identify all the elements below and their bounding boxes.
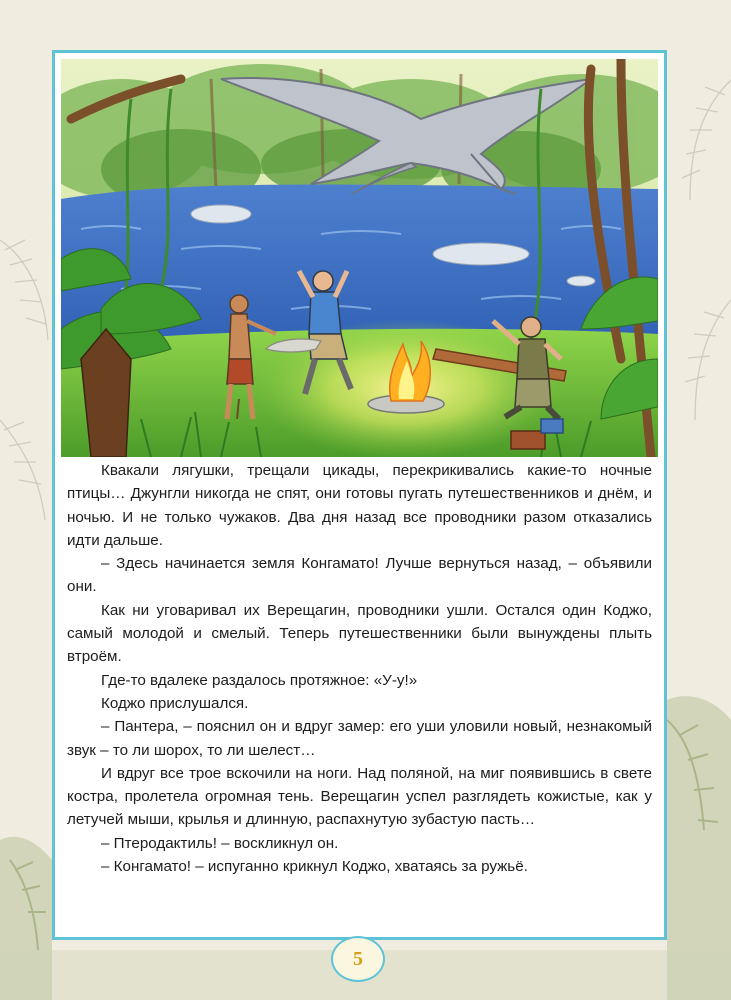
story-paragraph: – Здесь начинается земля Конгамато! Лучше вернуться назад, – объявили они. [67,555,652,596]
story-paragraph: – Конгамато! – испуганно крикнул Коджо, хватаясь за ружьё. [101,858,528,876]
story-paragraph: Квакали лягушки, трещали цикады, перекрикивались какие-то ночные птицы… Джунгли никогда не спят, они готовы пугать путешественников и днём, и ночью. И не только чужаков. Два дня назад все проводники разом отказались идти дальше. [67,462,652,549]
story-paragraph: Как ни уговаривал их Верещагин, проводники ушли. Остался один Коджо, самый молодой и смелый. Теперь путешественники были вынуждены плыть втроём. [67,601,652,666]
page-number: 5 [353,947,363,970]
page-number-badge [331,936,385,982]
story-paragraph: – Птеродактиль! – воскликнул он. [101,834,339,852]
story-text [67,459,652,878]
story-paragraph: И вдруг все трое вскочили на ноги. Над поляной, на миг появившись в свете костра, пролетела огромная тень. Верещагин успел разглядеть кожистые, как у летучей мыши, крылья и длинную, распахнутую зубастую пасть… [67,764,652,829]
story-paragraph: Коджо прислушался. [101,694,249,712]
story-paragraph: Где-то вдалеке раздалось протяжное: «У-у!» [101,671,418,689]
page-frame [52,50,667,940]
jungle-campfire-pterodactyl-illustration [61,59,658,457]
story-paragraph: – Пантера, – пояснил он и вдруг замер: его уши уловили новый, незнакомый звук – то ли шорох, то ли шелест… [67,718,652,759]
